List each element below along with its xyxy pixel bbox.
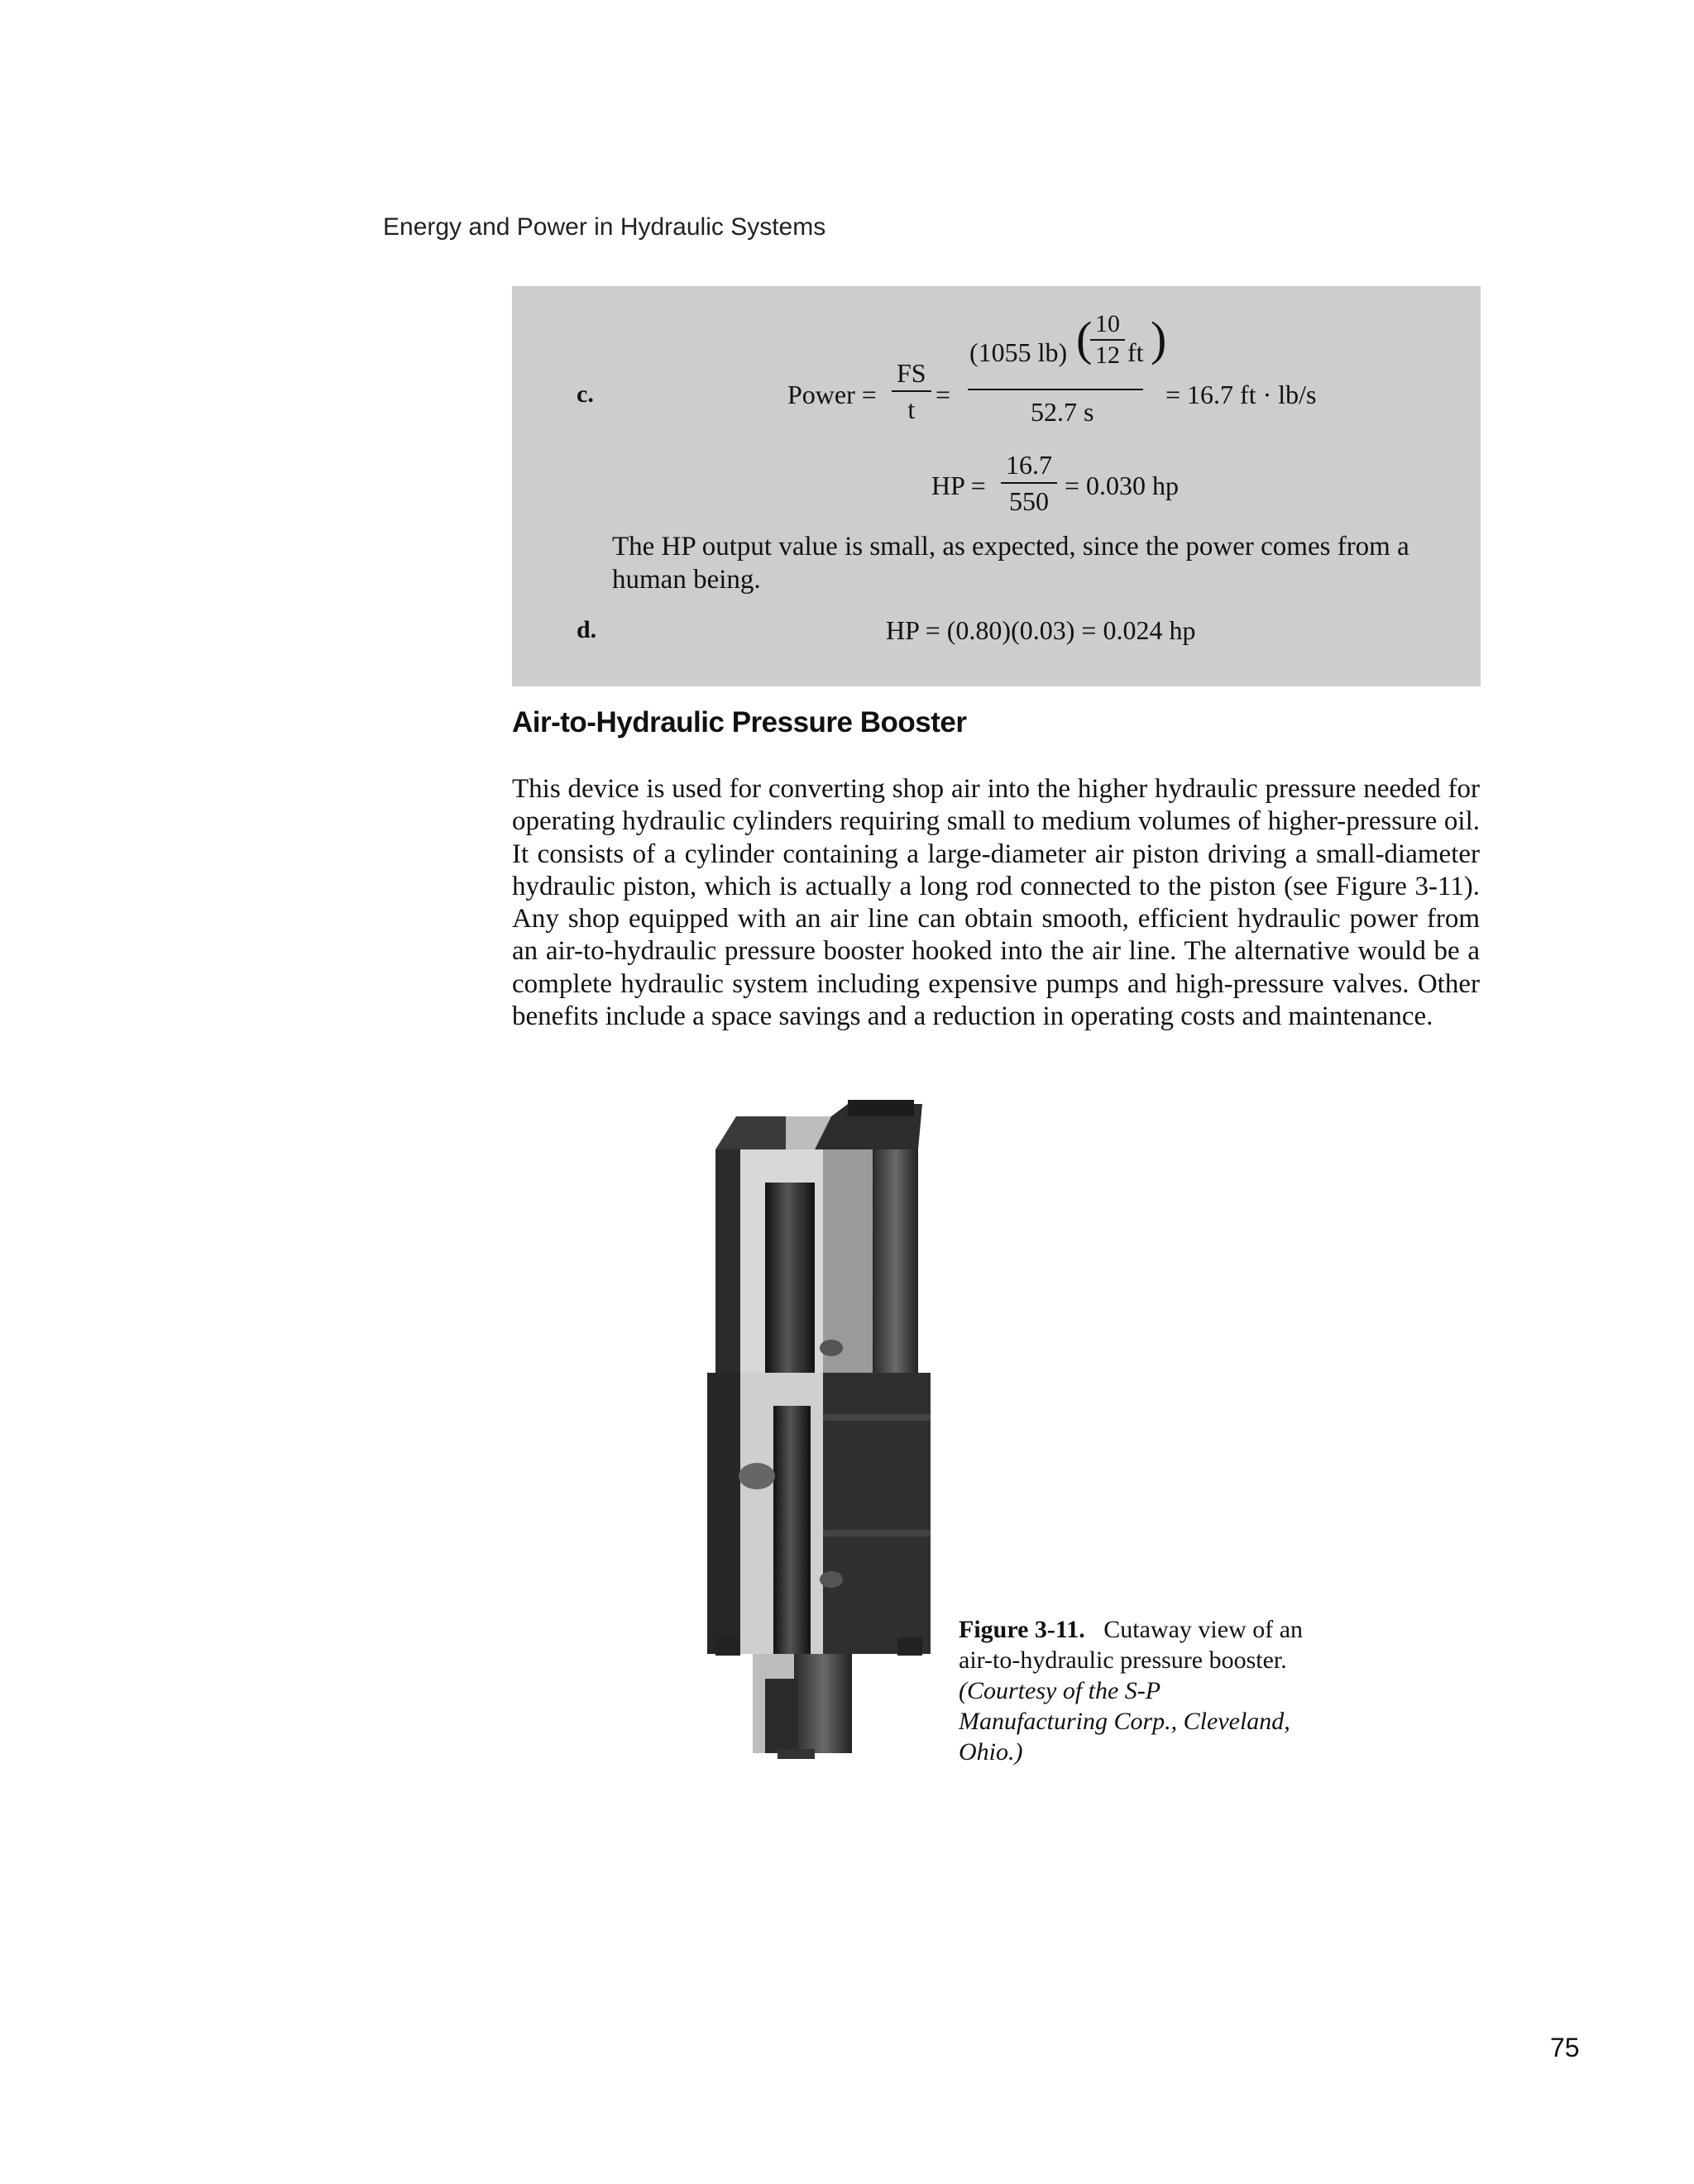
distance-fraction bbox=[1090, 311, 1125, 369]
hp-lhs: HP = bbox=[931, 471, 986, 500]
step-label-d: d. bbox=[577, 616, 597, 643]
figure-label: Figure 3-11. bbox=[959, 1616, 1085, 1643]
part-d-equation: HP = (0.80)(0.03) = 0.024 hp bbox=[886, 615, 1196, 645]
hp-result: = 0.030 hp bbox=[1065, 471, 1180, 500]
equals-sign: = bbox=[936, 380, 951, 409]
section-heading: Air-to-Hydraulic Pressure Booster bbox=[512, 706, 967, 738]
example-note: The HP output value is small, as expected, since the power comes from a human being. bbox=[612, 532, 1409, 595]
fraction-bar bbox=[968, 389, 1143, 390]
page-number: 75 bbox=[1550, 2033, 1580, 2062]
booster-cutaway-image bbox=[707, 1100, 931, 1761]
force-term: (1055 lb) bbox=[969, 337, 1068, 367]
running-head: Energy and Power in Hydraulic Systems bbox=[383, 213, 826, 241]
close-paren: ) bbox=[1151, 312, 1167, 366]
body-paragraph: This device is used for converting shop air into the higher hydraulic pressure needed for operating hydraulic cylinders requiring small to medium volumes of higher-pressure oil. It consists of a cylinder containing a large-diameter air piston driving a small-diameter hydraulic piston, which is actually a long rod connected to the piston (see Figure 3-11). Any shop equipped with an air line can obtain smooth, efficient hydraulic power from an air-to-hydraulic pressure booster hooked into the air line. The alternative would be a complete hydraulic system including expensive pumps and high-pressure valves. Other benefits include a space savings and a reduction in operating costs and maintenance. bbox=[512, 774, 1480, 1032]
figure-caption bbox=[959, 1614, 1306, 1767]
open-paren: ( bbox=[1076, 312, 1093, 366]
fs-numerator: FS bbox=[892, 357, 931, 392]
figure-credit: (Courtesy of the S-P Manufacturing Corp., Cleveland, Ohio.) bbox=[959, 1677, 1290, 1766]
fs-fraction bbox=[892, 357, 931, 425]
hp-numerator: 16.7 bbox=[1001, 449, 1057, 484]
booster-cutaway-figure bbox=[707, 1100, 931, 1761]
power-result: = 16.7 ft · lb/s bbox=[1165, 380, 1317, 409]
figure-caption-text: Cutaway view of an air-to-hydraulic pressure booster. bbox=[959, 1616, 1304, 1674]
distance-unit: ft bbox=[1127, 337, 1144, 367]
distance-denominator: 12 bbox=[1095, 342, 1120, 369]
step-label-c: c. bbox=[577, 380, 594, 408]
power-lhs: Power = bbox=[787, 380, 877, 409]
time-term: 52.7 s bbox=[1031, 397, 1094, 427]
hp-fraction bbox=[1001, 449, 1057, 517]
distance-numerator: 10 bbox=[1090, 311, 1125, 341]
fs-denominator: t bbox=[907, 394, 916, 424]
hp-denominator: 550 bbox=[1009, 486, 1049, 516]
